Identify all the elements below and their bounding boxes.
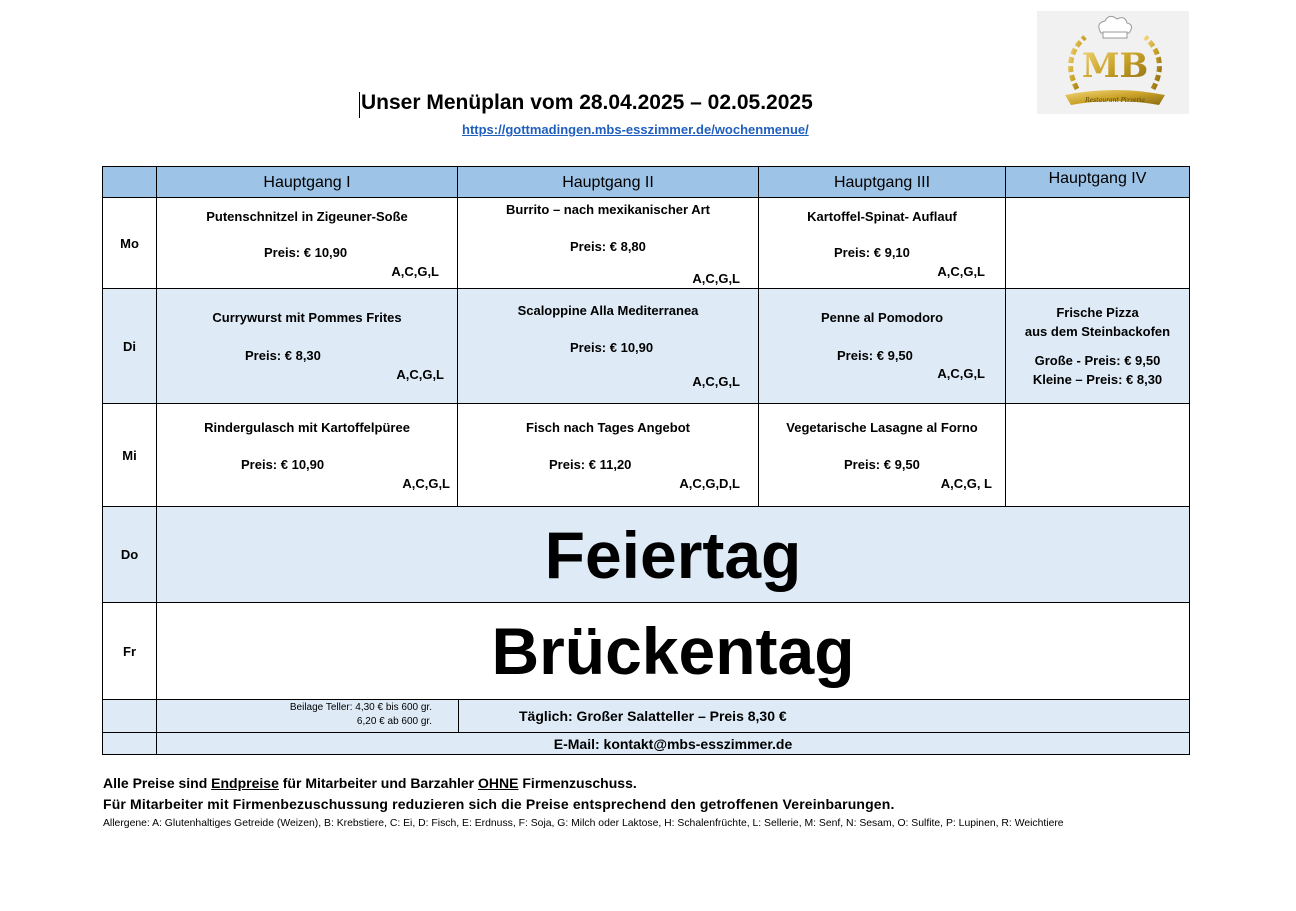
restaurant-logo — [1037, 11, 1189, 114]
menu-cell-mi-3 — [758, 403, 1006, 507]
dish-name: Rindergulasch mit Kartoffelpüree — [204, 420, 410, 435]
dish-allergens: A,C,G,L — [692, 374, 740, 389]
bridge-day-label: Brückentag — [156, 602, 1190, 700]
header-hauptgang-2: Hauptgang II — [457, 166, 759, 198]
dish-price: Preis: € 9,50 — [837, 348, 913, 363]
dish-allergens: A,C,G,L — [402, 476, 450, 491]
dish-name: Currywurst mit Pommes Frites — [212, 310, 402, 325]
dish-name: Vegetarische Lasagne al Forno — [786, 420, 978, 435]
dish-allergens: A,C,G,L — [692, 271, 740, 286]
header-hauptgang-4: Hauptgang IV — [1005, 166, 1190, 198]
price-note — [103, 775, 637, 791]
side-plate-price-1: Beilage Teller: 4,30 € bis 600 gr. — [289, 702, 432, 713]
menu-cell-mo-4 — [1005, 197, 1190, 289]
day-wednesday: Mi — [102, 403, 157, 507]
dish-name: Kartoffel-Spinat- Auflauf — [807, 209, 957, 224]
logo-emblem-icon — [1037, 11, 1189, 114]
day-monday: Mo — [102, 197, 157, 289]
dish-name: Penne al Pomodoro — [820, 310, 944, 325]
pizza-subtitle: aus dem Steinbackofen — [1024, 324, 1171, 339]
allergen-legend: Allergene: A: Glutenhaltiges Getreide (Weizen), B: Krebstiere, C: Ei, D: Fisch, E: Erdnuss, F: Soja, G: Milch oder Laktose, H: Schalenfrüchte, L: Sellerie, M: Senf, N: Sesam, O: Sulfite, P: Lupinen, R: Weichtiere — [103, 818, 1064, 829]
dish-name: Scaloppine Alla Mediterranea — [517, 303, 699, 318]
dish-price: Preis: € 9,50 — [844, 457, 920, 472]
dish-name: Burrito – nach mexikanischer Art — [506, 202, 710, 217]
menu-cell-mo-1 — [156, 197, 458, 289]
header-hauptgang-1: Hauptgang I — [156, 166, 458, 198]
day-tuesday: Di — [102, 288, 157, 404]
price-note-endpreise: Endpreise — [211, 775, 279, 791]
day-thursday: Do — [102, 506, 157, 603]
salad-cell — [458, 699, 1190, 733]
menu-cell-mo-3 — [758, 197, 1006, 289]
salad-offer: Täglich: Großer Salatteller – Preis 8,30 € — [519, 708, 787, 724]
menu-cell-mo-2 — [457, 197, 759, 289]
email-cell — [156, 732, 1190, 755]
menu-cell-di-1 — [156, 288, 458, 404]
menu-cell-mi-1 — [156, 403, 458, 507]
menu-cell-di-4 — [1005, 288, 1190, 404]
dish-allergens: A,C,G,L — [937, 366, 985, 381]
dish-allergens: A,C,G, L — [940, 476, 992, 491]
subsidy-note: Für Mitarbeiter mit Firmenbezuschussung reduzieren sich die Preise entsprechend den getroffenen Vereinbarungen. — [103, 796, 895, 812]
dish-name: Putenschnitzel in Zigeuner-Soße — [206, 209, 408, 224]
dish-price: Preis: € 8,80 — [570, 239, 646, 254]
dish-price: Preis: € 10,90 — [570, 340, 654, 355]
pizza-price-large: Große - Preis: € 9,50 — [1034, 353, 1161, 368]
header-corner — [102, 166, 157, 198]
dish-price: Preis: € 10,90 — [241, 457, 325, 472]
side-plate-price-2: 6,20 € ab 600 gr. — [356, 716, 432, 727]
price-note-part: für Mitarbeiter und Barzahler — [278, 775, 479, 791]
dish-price: Preis: € 11,20 — [549, 457, 632, 472]
dish-allergens: A,C,G,L — [396, 367, 444, 382]
menu-table — [103, 167, 1191, 755]
price-note-ohne: OHNE — [478, 775, 519, 791]
price-note-part: Firmenzuschuss. — [518, 775, 637, 791]
header-hauptgang-3: Hauptgang III — [758, 166, 1006, 198]
page-title: Unser Menüplan vom 28.04.2025 – 02.05.2025 — [361, 91, 813, 114]
holiday-label: Feiertag — [156, 506, 1190, 603]
day-friday: Fr — [102, 602, 157, 700]
dish-price: Preis: € 10,90 — [264, 245, 348, 260]
side-plate-cell — [156, 699, 459, 733]
menu-link[interactable]: https://gottmadingen.mbs-esszimmer.de/wochenmenue/ — [462, 122, 809, 137]
price-note-part: Alle Preise sind — [103, 775, 212, 791]
svg-text:Restaurant Pizzeria: Restaurant Pizzeria — [1085, 97, 1145, 104]
svg-text:MB: MB — [1081, 46, 1149, 86]
menu-cell-di-3 — [758, 288, 1006, 404]
email-corner — [102, 732, 157, 755]
dish-allergens: A,C,G,L — [391, 264, 439, 279]
menu-cell-mi-2 — [457, 403, 759, 507]
dish-price: Preis: € 9,10 — [834, 245, 910, 260]
contact-email[interactable]: E-Mail: kontakt@mbs-esszimmer.de — [553, 736, 793, 752]
pizza-price-small: Kleine – Preis: € 8,30 — [1032, 372, 1163, 387]
dish-allergens: A,C,G,D,L — [679, 476, 740, 491]
dish-allergens: A,C,G,L — [937, 264, 985, 279]
dish-price: Preis: € 8,30 — [245, 348, 321, 363]
extras-corner — [102, 699, 157, 733]
pizza-title: Frische Pizza — [1056, 305, 1139, 320]
menu-cell-di-2 — [457, 288, 759, 404]
menu-cell-mi-4 — [1005, 403, 1190, 507]
dish-name: Fisch nach Tages Angebot — [526, 420, 690, 435]
